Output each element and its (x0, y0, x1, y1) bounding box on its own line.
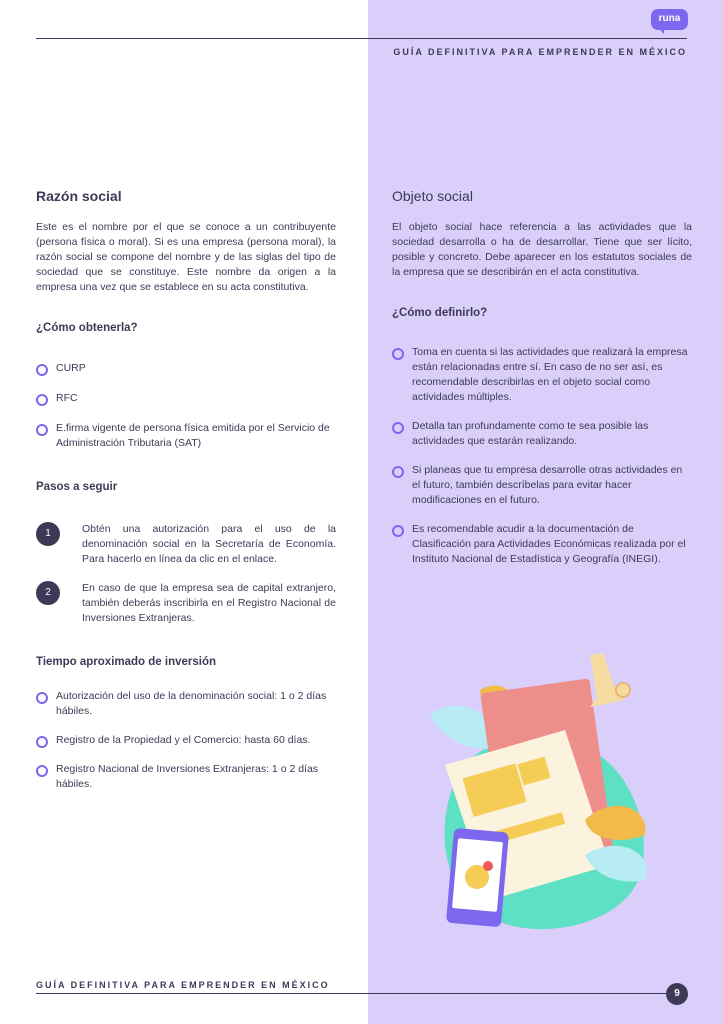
list-item: Es recomendable acudir a la documentación de Clasificación para Actividades Económicas realizada por el Instituto Nacional de Estadística y Geografía (INEGI). (392, 522, 692, 567)
obtener-heading: ¿Cómo obtenerla? (36, 322, 138, 334)
header-title: GUÍA DEFINITIVA PARA EMPRENDER EN MÉXICO (393, 47, 687, 57)
list-item: RFC (36, 391, 336, 406)
razon-social-heading: Razón social (36, 188, 122, 204)
list-item: Autorización del uso de la denominación social: 1 o 2 días hábiles. (36, 689, 336, 719)
list-item: Registro de la Propiedad y el Comercio: hasta 60 días. (36, 733, 336, 748)
page-number: 9 (666, 983, 688, 1005)
phone-dot-shape (483, 861, 493, 871)
bell-clapper-shape (616, 683, 630, 697)
footer-title: GUÍA DEFINITIVA PARA EMPRENDER EN MÉXICO (36, 980, 330, 990)
bell-icon (590, 653, 625, 707)
step-text: En caso de que la empresa sea de capital extranjero, también deberás inscribirla en el Registro Nacional de Inversiones Extranjeras. (82, 582, 336, 624)
header-divider (36, 38, 687, 39)
left-column (36, 188, 336, 792)
tiempo-list (36, 689, 336, 792)
list-item: E.firma vigente de persona física emitida por el Servicio de Administración Tributaria (SAT) (36, 421, 336, 451)
step-1 (36, 522, 336, 567)
razon-social-body: Este es el nombre por el que se conoce a un contribuyente (persona física o moral). Si es una empresa (persona moral), la razón social se compone del nombre y de las siglas del tipo de sociedad que se constituye. Este nombre da origen a la empresa una vez que se establece en su acta constitutiva. (36, 221, 336, 293)
footer-divider (36, 993, 666, 994)
step-number: 1 (36, 522, 60, 546)
definir-heading: ¿Cómo definirlo? (392, 307, 488, 319)
list-item: CURP (36, 361, 336, 376)
obtener-list (36, 361, 336, 451)
step-text: Obtén una autorización para el uso de la denominación social en la Secretaría de Economía. Para hacerlo en línea da clic en el enlace. (82, 523, 336, 565)
document-phone-illustration (425, 645, 685, 935)
list-item: Detalla tan profundamente como te sea posible las actividades que estarán realizando. (392, 419, 692, 449)
pasos-heading: Pasos a seguir (36, 481, 118, 493)
list-item: Si planeas que tu empresa desarrolle otras actividades en el futuro, también descríbelas para evitar hacer modificaciones en el futuro. (392, 463, 692, 508)
step-2 (36, 581, 336, 626)
definir-list (392, 345, 692, 567)
right-column (392, 188, 692, 567)
step-number: 2 (36, 581, 60, 605)
objeto-social-body: El objeto social hace referencia a las actividades que la sociedad desarrolla o ha de desarrollar. Tiene que ser lícito, posible y concreto. Debe aparecer en los estatutos sociales de la empresa que se describirán en el acta constitutiva. (392, 221, 692, 278)
list-item: Toma en cuenta si las actividades que realizará la empresa están relacionadas entre sí. En caso de no ser así, es recomendable describirlas en el objeto social como actividades múltiples. (392, 345, 692, 405)
objeto-social-heading: Objeto social (392, 188, 473, 204)
list-item: Registro Nacional de Inversiones Extranjeras: 1 o 2 días hábiles. (36, 762, 336, 792)
tiempo-heading: Tiempo aproximado de inversión (36, 656, 216, 668)
runa-logo: runa (651, 9, 688, 30)
